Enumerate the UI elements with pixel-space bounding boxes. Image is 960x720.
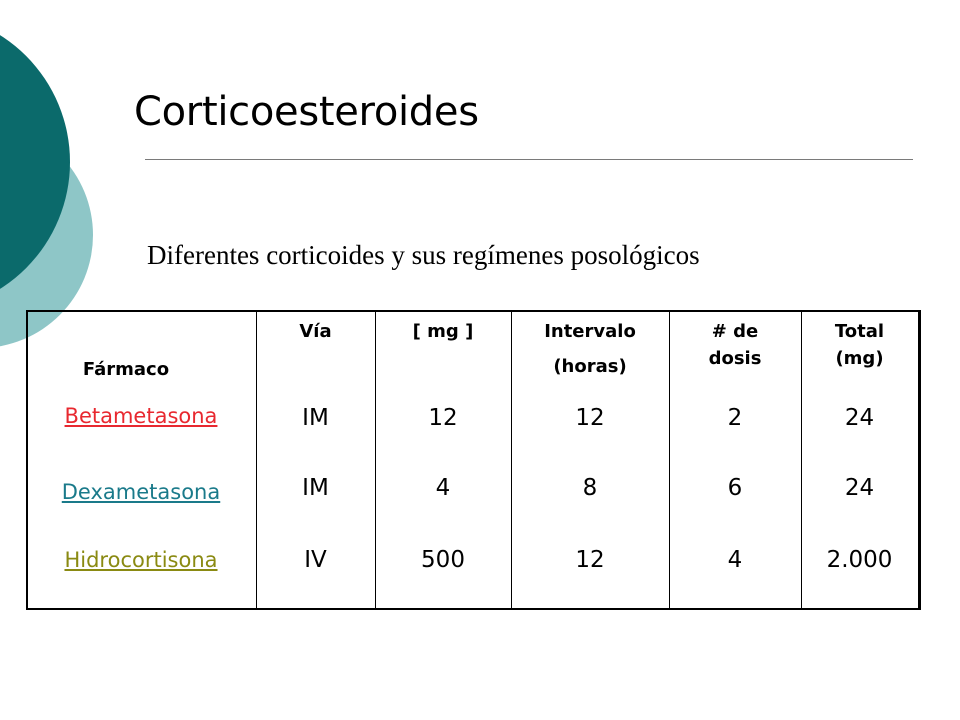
table-cell-doses: 6 xyxy=(727,475,743,501)
table-cell-dose: 500 xyxy=(421,547,465,573)
header-total-line2: (mg) xyxy=(835,348,884,369)
drug-link-betametasona[interactable]: Betametasona xyxy=(64,404,218,428)
table-cell-route: IM xyxy=(302,475,329,501)
table-cell-interval: 12 xyxy=(575,405,605,431)
table-cell-interval: 8 xyxy=(582,475,598,501)
table-bottom-border xyxy=(26,608,921,610)
header-interval-line2: (horas) xyxy=(553,356,627,377)
table-cell-dose: 12 xyxy=(428,405,458,431)
slide-title: Corticoesteroides xyxy=(134,89,479,135)
header-doses xyxy=(669,318,801,372)
drug-link-dexametasona[interactable]: Dexametasona xyxy=(61,480,221,504)
dosage-table xyxy=(26,310,921,610)
table-cell-route: IM xyxy=(302,405,329,431)
header-interval-line1: Intervalo xyxy=(544,321,636,342)
table-top-border xyxy=(26,310,921,312)
table-cell-total: 24 xyxy=(844,475,875,501)
table-cell-route: IV xyxy=(304,547,327,573)
header-interval xyxy=(511,318,669,380)
header-drug: Fármaco xyxy=(82,359,170,380)
header-route: Vía xyxy=(299,321,332,342)
table-cell-total: 24 xyxy=(844,405,875,431)
header-doses-line2: dosis xyxy=(708,348,762,369)
table-right-border xyxy=(918,310,921,610)
table-cell-doses: 2 xyxy=(727,405,743,431)
header-total xyxy=(801,318,918,372)
title-divider xyxy=(145,159,913,160)
table-cell-doses: 4 xyxy=(727,547,743,573)
table-cell-interval: 12 xyxy=(575,547,605,573)
header-total-line1: Total xyxy=(834,321,885,342)
drug-link-hidrocortisona[interactable]: Hidrocortisona xyxy=(64,548,218,572)
header-doses-line1: # de xyxy=(711,321,759,342)
table-cell-dose: 4 xyxy=(435,475,451,501)
slide-subtitle: Diferentes corticoides y sus regímenes posológicos xyxy=(147,240,700,270)
header-dose: [ mg ] xyxy=(412,321,474,342)
table-cell-total: 2.000 xyxy=(826,547,893,573)
